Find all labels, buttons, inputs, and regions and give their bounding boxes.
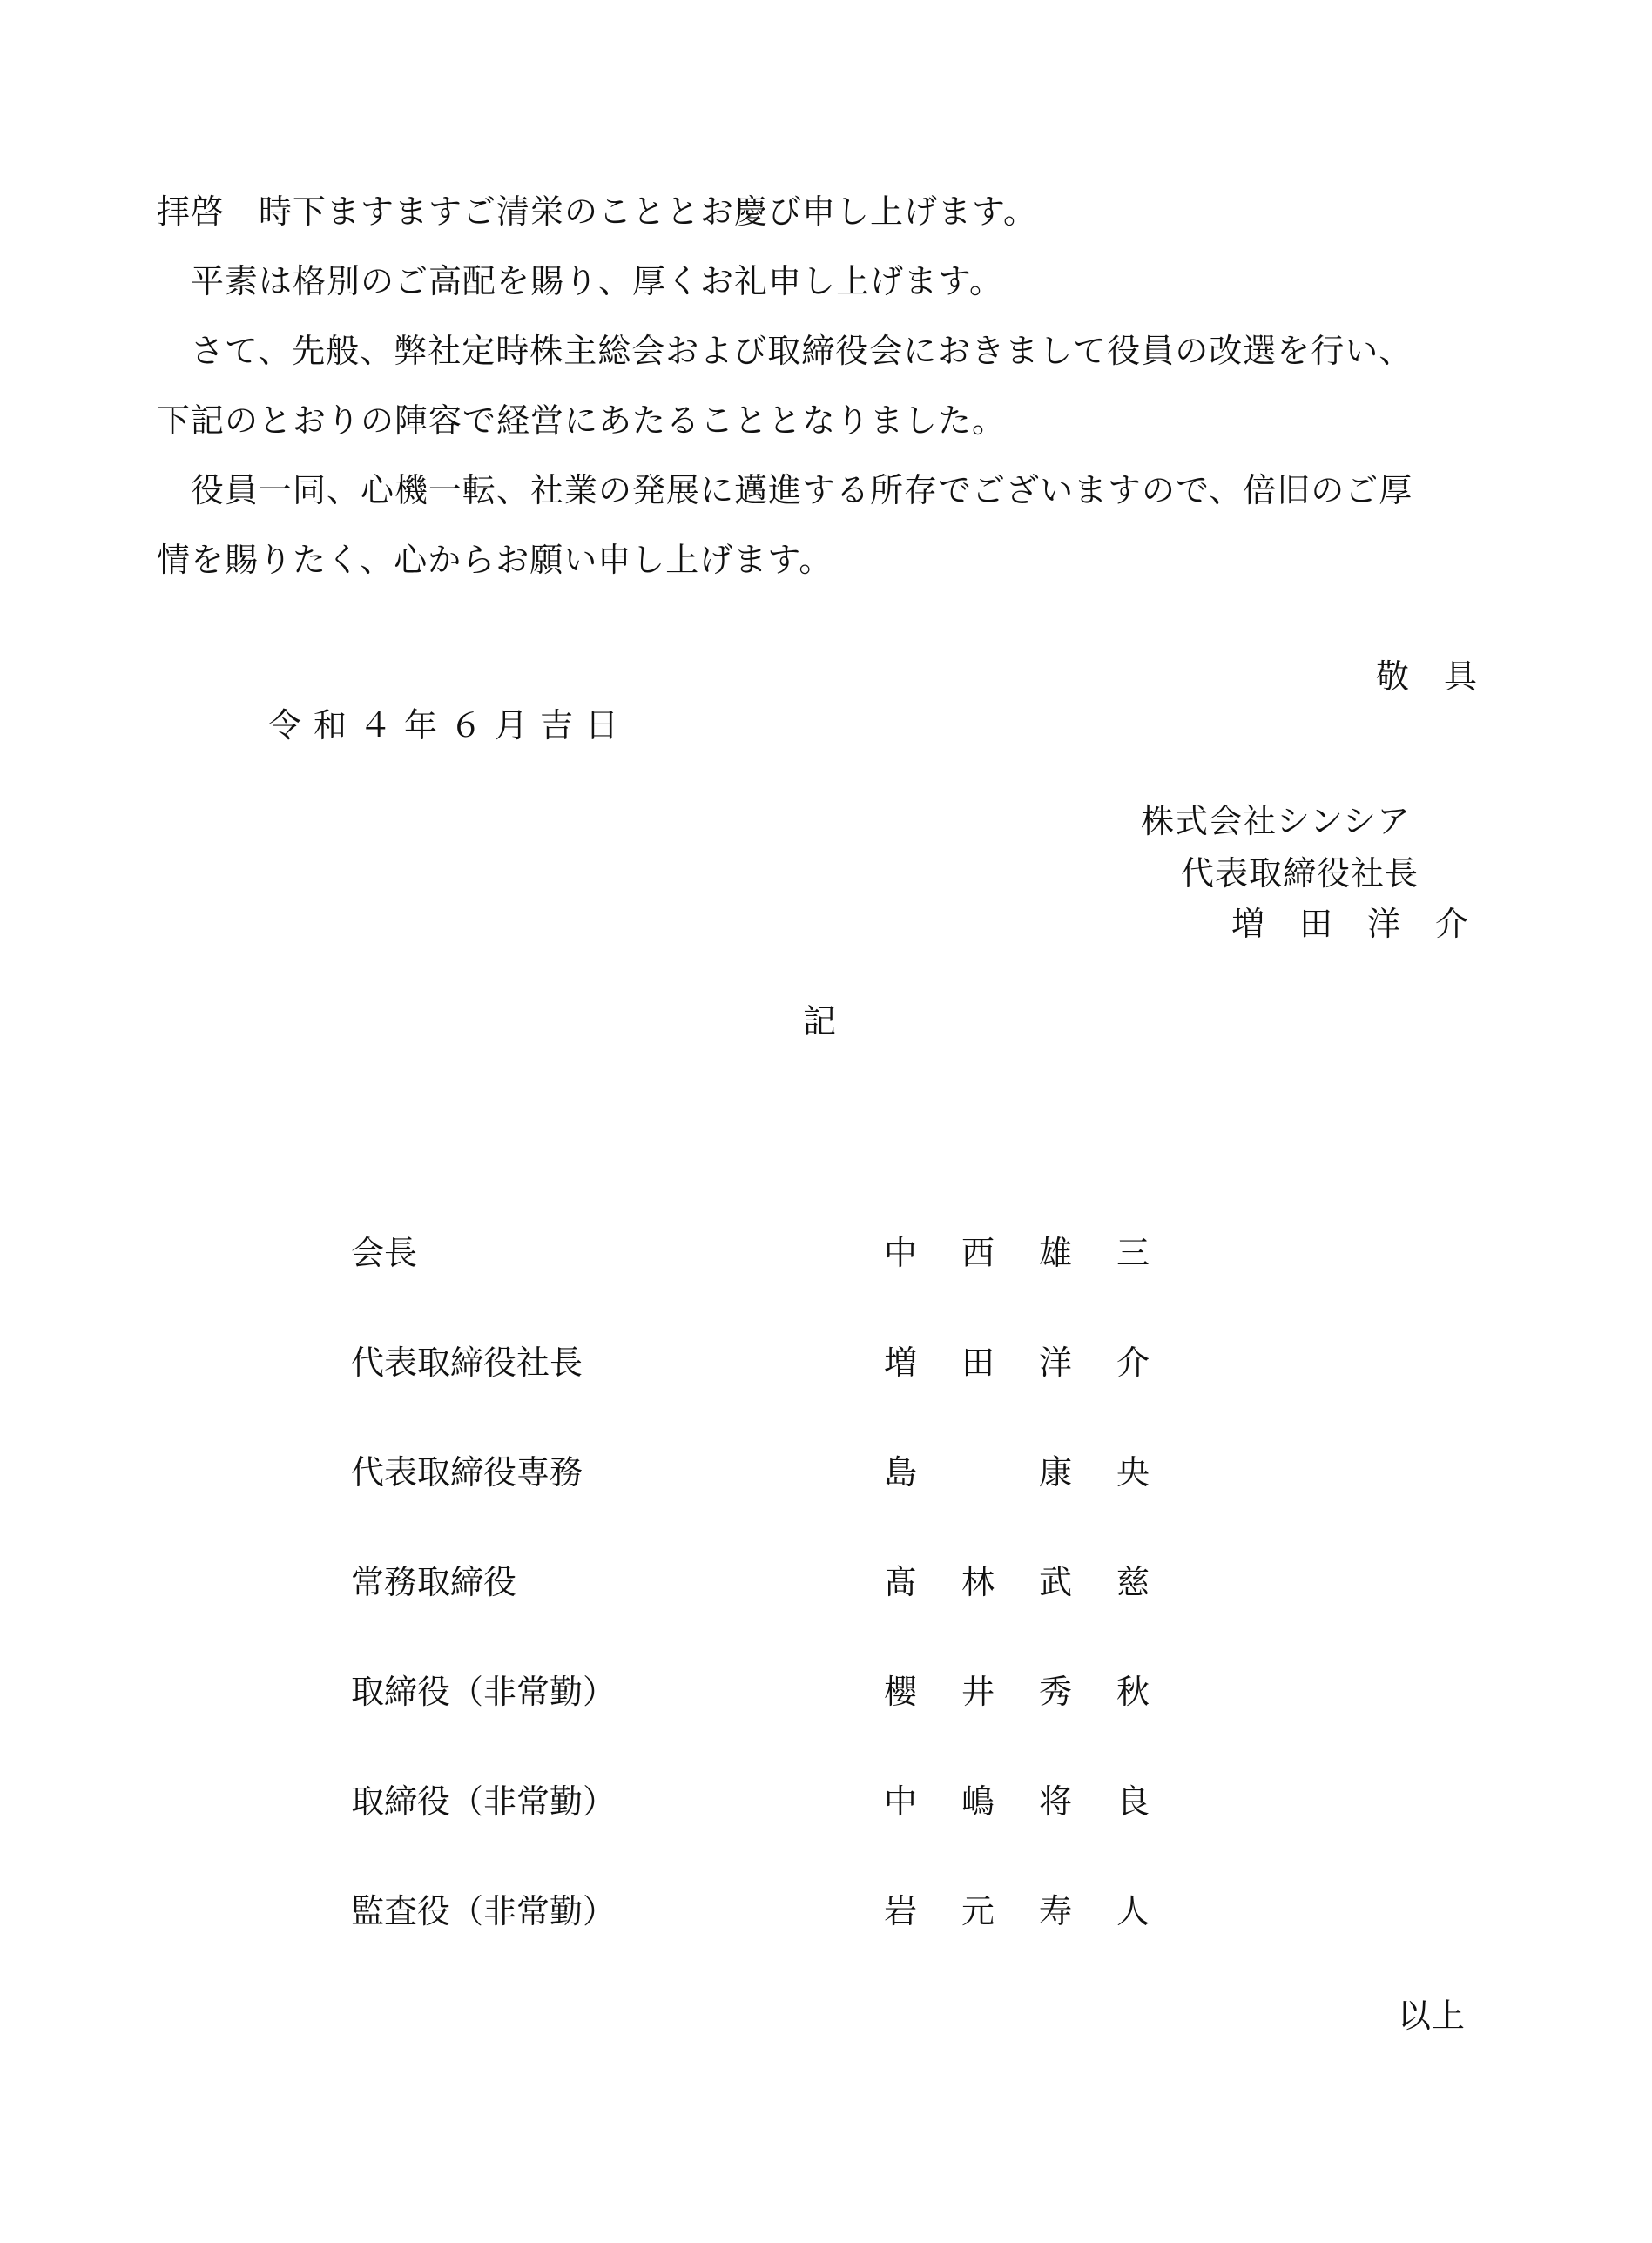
roster-row [0,1889,1652,1942]
roster-row [0,1670,1652,1722]
roster-row [0,1341,1652,1393]
officer-name-char [961,1451,1039,1494]
officer-name-char: 嶋 [961,1782,995,1821]
officer-name-char: 央 [1116,1453,1150,1492]
officer-name-char: 井 [961,1673,995,1711]
officer-name-char: 増 [884,1344,918,1382]
roster-row [0,1231,1652,1283]
officer-name [884,1780,1194,1823]
officer-title: 代表取締役専務 [351,1453,583,1492]
paragraph-line-6: 情を賜りたく、心からお願い申し上げます。 [157,541,833,579]
date-line: 令和４年６月吉日 [268,706,631,744]
officer-name-char: 西 [961,1234,995,1272]
officer-name-char: 櫻 [884,1673,918,1711]
officer-name [884,1560,1194,1604]
officer-name-char: 将 [1039,1782,1073,1821]
officer-name-char: 武 [1039,1563,1073,1601]
paragraph-line-3: さて、先般、弊社定時株主総会および取締役会におきまして役員の改選を行い、 [157,332,1413,370]
officer-name [884,1889,1194,1933]
officer-name-char: 康 [1039,1453,1073,1492]
sender-company: 株式会社シンシア [1141,802,1412,840]
roster-row [0,1560,1652,1613]
officer-title: 常務取締役 [351,1563,517,1601]
officer-title: 会長 [351,1234,418,1272]
sender-name: 増 田 洋 介 [1231,905,1470,943]
ki-heading: 記 [803,1002,838,1041]
officer-title: 取締役（非常勤） [351,1782,617,1821]
paragraph-line-4: 下記のとおりの陣容で経営にあたることとなりました。 [157,401,1007,440]
roster-row [0,1451,1652,1503]
officer-name-char: 秀 [1039,1673,1073,1711]
officer-name [884,1341,1194,1384]
officer-name-char: 雄 [1039,1234,1073,1272]
officer-name-char: 洋 [1039,1344,1073,1382]
sender-title: 代表取締役社長 [1181,854,1419,892]
officer-name-char: 田 [961,1344,995,1382]
officer-name [884,1231,1194,1275]
officer-name-char: 慈 [1116,1563,1150,1601]
officer-name-char: 中 [884,1782,918,1821]
officer-name-char: 島 [884,1453,918,1492]
officer-title: 代表取締役社長 [351,1344,583,1382]
officer-name-char: 髙 [884,1563,918,1601]
closing-keigu: 敬 具 [1376,657,1479,696]
roster-row [0,1780,1652,1832]
paragraph-line-2: 平素は格別のご高配を賜り、厚くお礼申し上げます。 [157,262,1003,300]
officer-name-char: 寿 [1039,1892,1073,1930]
paragraph-line-5: 役員一同、心機一転、社業の発展に邁進する所存でございますので、倍旧のご厚 [157,471,1413,509]
end-ijo: 以上 [1398,1997,1467,2035]
officer-name-char: 秋 [1116,1673,1150,1711]
officer-name-char: 元 [961,1892,995,1930]
paragraph-line-1: 拝啓 時下ますますご清栄のこととお慶び申し上げます。 [157,192,1037,231]
officer-title: 取締役（非常勤） [351,1673,617,1711]
officer-name-char: 人 [1116,1892,1150,1930]
officer-name-char: 林 [961,1563,995,1601]
officer-name-char: 中 [884,1234,918,1272]
officer-name [884,1451,1194,1494]
officer-name-char: 良 [1116,1782,1150,1821]
officer-name-char: 三 [1116,1234,1150,1272]
officer-name-char: 介 [1116,1344,1150,1382]
officer-name [884,1670,1194,1714]
officer-title: 監査役（非常勤） [351,1892,617,1930]
officer-name-char: 岩 [884,1892,918,1930]
